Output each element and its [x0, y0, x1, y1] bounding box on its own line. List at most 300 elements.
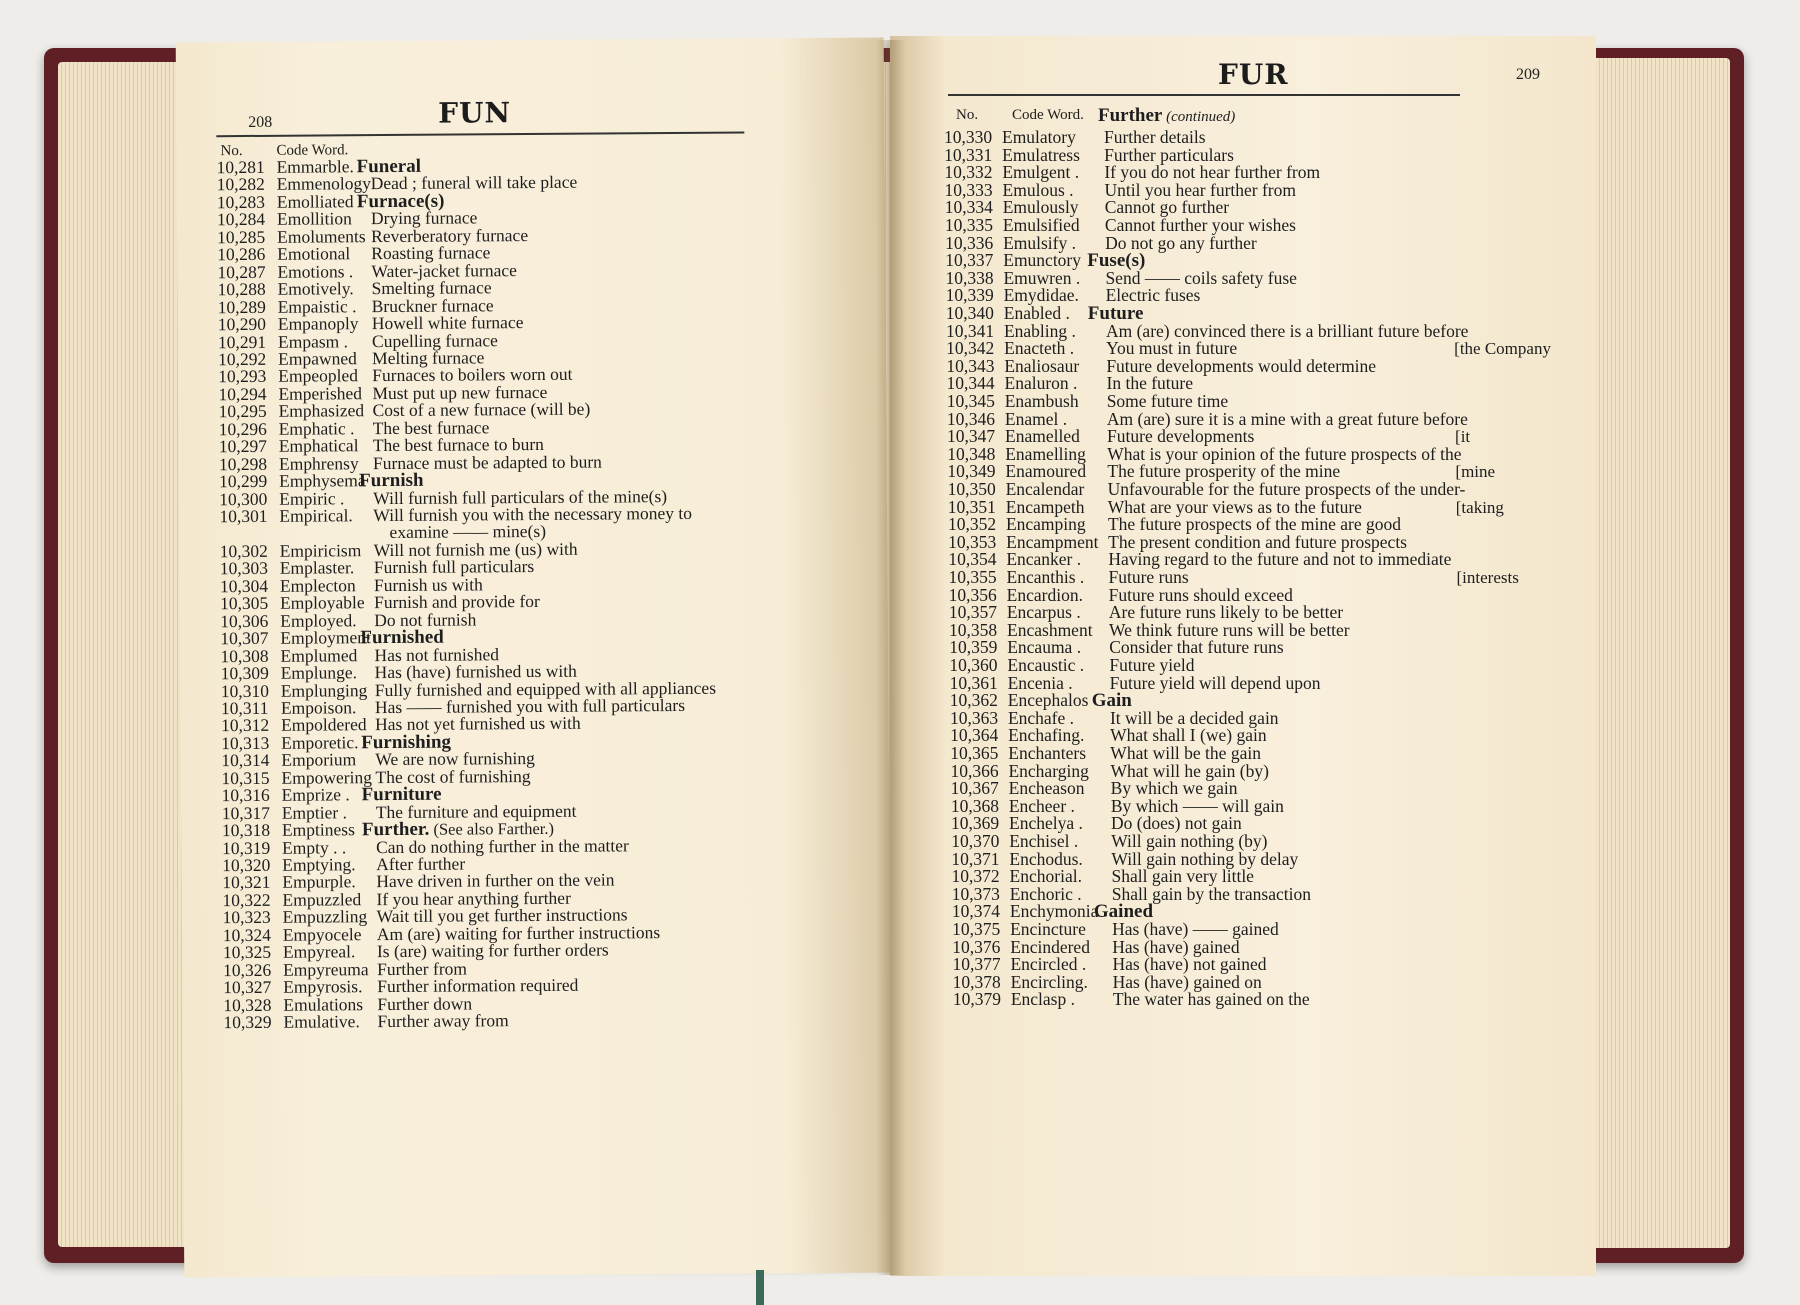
entry-code-word: Emuwren .	[1003, 267, 1081, 288]
entry-meaning: Has (have) not gained	[1112, 954, 1267, 975]
entry-number: 10,315	[221, 767, 270, 788]
entry-meaning: Furnish and provide for	[374, 591, 540, 613]
entry-code-word: Emulatory	[1002, 127, 1076, 147]
entry-code-word: Emulative.	[283, 1011, 360, 1032]
entry-code-word: Emplumed	[280, 644, 358, 666]
entry-code-word: Employed.	[280, 609, 357, 631]
entry-number: 10,296	[218, 418, 267, 439]
entry-code-word: Enclasp .	[1010, 989, 1075, 1010]
entry-meaning: Shall gain very little	[1111, 866, 1254, 887]
entry-number: 10,344	[946, 373, 995, 394]
entry-code-word: Encheer .	[1008, 795, 1075, 816]
entry-meaning: Further information required	[377, 974, 579, 997]
entry-meaning: Send —— coils safety fuse	[1105, 267, 1297, 288]
entry-number: 10,374	[951, 901, 1001, 922]
entry-meaning: Cannot further your wishes	[1104, 215, 1296, 235]
header-rule	[216, 132, 744, 138]
entry-code-word: Emulations	[283, 993, 364, 1015]
entry-number: 10,345	[946, 391, 995, 411]
entry-code-word: Enaluron .	[1004, 373, 1078, 394]
entry-meaning: By which we gain	[1110, 778, 1238, 799]
entry-meaning: Dead ; funeral will take place	[370, 172, 578, 194]
entry-code-word: Encamping	[1005, 514, 1086, 535]
entry-meaning: Future developments	[1107, 426, 1255, 447]
entry-row	[953, 990, 1596, 1009]
entry-code-word: Encashment	[1007, 619, 1093, 640]
entry-heading: Furnishing	[361, 731, 452, 754]
entry-code-word: Enamoured	[1005, 461, 1087, 482]
entry-number: 10,343	[946, 355, 995, 376]
entry-number: 10,306	[220, 610, 269, 631]
entry-code-word: Emmarble.	[276, 156, 354, 177]
entry-note: (See also Farther.)	[429, 818, 555, 839]
entry-code-word: Enchisel .	[1009, 831, 1079, 851]
entry-number: 10,284	[216, 209, 266, 230]
entry-number: 10,340	[945, 303, 994, 323]
entry-code-word: Enamelling	[1005, 443, 1086, 464]
entry-number: 10,325	[222, 942, 272, 963]
entry-code-word: Encephalos	[1007, 690, 1089, 711]
entry-code-word: Emporetic.	[281, 732, 359, 753]
entry-meaning: The cost of furnishing	[375, 765, 531, 787]
entry-number: 10,322	[222, 889, 271, 911]
entry-code-word: Enchafe .	[1007, 707, 1075, 728]
entry-code-word: Encampment	[1006, 531, 1099, 552]
entry-code-word: Emulatress	[1002, 144, 1080, 165]
entry-meaning: Further from	[376, 958, 468, 979]
entry-number: 10,376	[952, 936, 1001, 957]
entry-meaning: Can do nothing further in the matter	[375, 834, 629, 857]
entry-meaning: Further particulars	[1104, 144, 1234, 165]
entry-number: 10,293	[218, 366, 267, 387]
entry-code-word: Empyocele	[282, 924, 362, 945]
entry-number: 10,300	[219, 488, 268, 509]
entry-number: 10,347	[947, 426, 996, 447]
entry-number: 10,314	[221, 750, 270, 771]
entry-code-word: Empanoply	[277, 313, 359, 334]
entry-code-word: Enamel .	[1004, 408, 1068, 429]
entry-number: 10,323	[222, 907, 271, 928]
entry-number: 10,304	[219, 575, 269, 596]
entry-meaning: Having regard to the future and not to immediate	[1108, 549, 1452, 570]
entry-code-word: Emollition	[276, 208, 352, 230]
entry-code-word: Emphasized	[278, 400, 365, 422]
entry-number: 10,364	[950, 725, 999, 746]
entry-meaning: Future developments would determine	[1106, 355, 1377, 376]
entry-meaning: Will gain nothing (by)	[1111, 831, 1268, 851]
entry-number: 10,313	[221, 732, 270, 754]
entry-number: 10,289	[217, 296, 266, 317]
entry-code-word: Emulously	[1002, 197, 1079, 218]
entry-number: 10,305	[220, 593, 269, 614]
entry-number: 10,298	[218, 453, 268, 474]
entry-meaning: Smelting furnace	[371, 277, 492, 299]
entry-number: 10,317	[221, 802, 270, 823]
entry-meaning: Is (are) waiting for further orders	[376, 939, 609, 962]
entry-number: 10,357	[948, 602, 997, 623]
entry-meaning: What is your opinion of the future prospects of the	[1107, 443, 1462, 464]
entry-code-word: Employment	[280, 627, 371, 648]
entry-meaning: In the future	[1106, 373, 1194, 394]
entry-number: 10,303	[219, 558, 269, 579]
entry-meaning: The best furnace to burn	[372, 434, 544, 456]
entry-number: 10,349	[947, 461, 996, 482]
entry-meaning: Do not go any further	[1105, 232, 1257, 253]
entry-meaning: The present condition and future prospects	[1108, 531, 1407, 552]
entry-code-word: Emotional	[277, 243, 351, 265]
entry-number: 10,355	[948, 567, 997, 587]
entry-meaning: Furnish us with	[373, 574, 483, 595]
running-head: FUN	[438, 96, 512, 130]
entry-number: 10,363	[949, 707, 999, 728]
entry-number: 10,350	[947, 479, 996, 499]
entry-meaning: Furnish full particulars	[373, 556, 535, 578]
entry-heading: Furniture	[361, 783, 442, 806]
entry-number: 10,302	[219, 540, 268, 562]
entry-code-word: Encanker .	[1006, 549, 1082, 570]
entry-number: 10,309	[220, 662, 269, 684]
entry-number: 10,299	[219, 470, 268, 492]
entry-meaning: You must in future	[1106, 338, 1238, 359]
entry-code-word: Empurple.	[282, 871, 356, 893]
entry-row	[223, 1008, 892, 1032]
entry-meaning: The future prosperity of the mine	[1107, 461, 1341, 482]
entry-code-word: Encanthis .	[1006, 567, 1085, 587]
entry-number: 10,367	[950, 778, 999, 799]
entry-number: 10,346	[946, 408, 995, 429]
entry-number: 10,370	[951, 831, 1000, 851]
entry-number: 10,331	[944, 144, 993, 165]
col-no-label: No.	[220, 143, 243, 160]
entry-number: 10,327	[223, 976, 272, 998]
entry-meaning: Drying furnace	[370, 207, 478, 229]
entry-code-word: Enabling .	[1003, 320, 1076, 341]
entry-code-word: Empasm .	[277, 330, 349, 352]
entry-number: 10,319	[222, 837, 271, 858]
entry-code-word: Empeopled	[278, 365, 359, 387]
entry-number: 10,351	[947, 496, 996, 517]
entry-number: 10,358	[949, 619, 998, 640]
entry-code-word: Encardion.	[1006, 584, 1083, 605]
entry-meaning: By which —— will gain	[1110, 795, 1284, 816]
entry-meaning: Will furnish full particulars of the mine(s)	[373, 485, 668, 508]
entry-code-word: Enambush	[1004, 391, 1079, 411]
entry-number: 10,332	[944, 162, 993, 183]
entry-code-word: Emprize .	[281, 784, 350, 805]
entry-number: 10,373	[951, 883, 1000, 904]
entry-code-word: Empuzzled	[282, 889, 362, 910]
entry-code-word: Encircling.	[1010, 971, 1088, 992]
entry-meaning: Has (have) gained	[1112, 936, 1240, 957]
entry-number: 10,356	[948, 584, 997, 605]
entry-meaning: Will gain nothing by delay	[1111, 848, 1299, 869]
entry-code-word: Emolliated	[276, 191, 354, 212]
entry-meaning: Has not yet furnished us with	[375, 713, 581, 735]
entry-code-word: Emplunge.	[280, 662, 358, 683]
entry-meaning: Roasting furnace	[371, 242, 491, 264]
entry-meaning: Future runs	[1108, 567, 1189, 587]
entry-number: 10,307	[220, 627, 269, 649]
entry-meaning: Furnaces to boilers worn out	[372, 364, 573, 386]
entry-number: 10,330	[944, 127, 993, 147]
entry-code-word: Emptier .	[281, 801, 347, 823]
entry-meaning: Do not furnish	[374, 609, 477, 630]
entry-meaning: Am (are) convinced there is a brilliant future before	[1105, 320, 1469, 341]
entry-heading: Fuse(s)	[1087, 250, 1146, 272]
entry-meaning: Reverberatory furnace	[371, 224, 529, 246]
entry-bracket-continuation: [mine	[1455, 462, 1496, 482]
entry-meaning: Furnace must be adapted to burn	[372, 451, 602, 473]
entry-number: 10,375	[952, 919, 1001, 939]
entry-number: 10,321	[222, 872, 271, 893]
entry-code-word: Emphatical	[278, 435, 359, 456]
entry-number: 10,353	[948, 531, 997, 552]
entry-meaning: After further	[376, 853, 466, 875]
entry-meaning: Cupelling furnace	[371, 329, 498, 351]
entry-meaning: What are your views as to the future	[1107, 496, 1362, 517]
entry-code-word: Encheason	[1008, 778, 1085, 799]
entry-number: 10,292	[218, 348, 267, 370]
entry-code-word: Empowering	[281, 766, 372, 788]
entry-number: 10,320	[222, 854, 271, 876]
entry-code-word: Enchelya .	[1009, 813, 1083, 834]
entry-code-word: Emphrensy	[278, 452, 359, 474]
entry-meaning: Will not furnish me (us) with	[373, 538, 578, 561]
entry-meaning: Has —— furnished you with full particulars	[374, 694, 686, 718]
entry-code-word: Enamelled	[1005, 426, 1080, 447]
entry-code-word: Encindered	[1010, 936, 1090, 957]
entry-meaning: Will furnish you with the necessary money to	[373, 502, 693, 526]
entry-code-word: Enchodus.	[1009, 848, 1083, 869]
entry-code-word: Empuzzling	[282, 906, 368, 928]
entry-number: 10,316	[221, 785, 270, 806]
entry-number: 10,310	[220, 680, 269, 701]
entry-code-word: Emplecton	[279, 575, 356, 596]
entry-meaning: Further details	[1104, 127, 1206, 147]
entry-number: 10,290	[217, 313, 267, 335]
entry-number: 10,328	[223, 994, 272, 1015]
entry-number: 10,329	[223, 1011, 272, 1033]
entry-meaning: What will he gain (by)	[1110, 760, 1269, 781]
entry-meaning: The best furnace	[372, 417, 490, 438]
entry-meaning: Some future time	[1106, 391, 1229, 411]
entry-number: 10,372	[951, 866, 1000, 887]
entry-number: 10,301	[219, 505, 268, 527]
bookmark-ribbon	[756, 1270, 764, 1305]
entry-code-word: Emperished	[278, 383, 363, 404]
entry-code-word: Empyreuma	[282, 958, 369, 980]
running-head: FUR	[1218, 58, 1289, 91]
entry-number: 10,354	[948, 549, 997, 570]
entry-meaning: Am (are) waiting for further instructions	[376, 921, 661, 944]
entry-code-word: Encampeth	[1005, 496, 1085, 517]
entry-code-word: Encincture	[1010, 919, 1086, 939]
entry-number: 10,333	[944, 179, 993, 200]
section-note: (continued)	[1166, 109, 1236, 125]
entry-code-word: Encaustic .	[1007, 655, 1085, 675]
entry-meaning: Has (have) gained on	[1112, 971, 1262, 992]
entry-code-word: Emmenology	[276, 173, 372, 195]
entry-meaning: Do (does) not gain	[1111, 813, 1242, 834]
entry-number: 10,369	[951, 813, 1000, 834]
entry-meaning: The future prospects of the mine are good	[1107, 514, 1401, 535]
left-page	[176, 38, 893, 1278]
entry-number: 10,348	[947, 443, 996, 464]
entry-number: 10,371	[951, 848, 1000, 869]
entry-meaning: If you do not hear further from	[1104, 162, 1321, 183]
entry-meaning: What shall I (we) gain	[1110, 725, 1267, 746]
entry-code-word: Emporium	[281, 749, 357, 771]
entry-number: 10,281	[216, 156, 265, 178]
entry-number: 10,326	[222, 959, 272, 980]
entry-meaning: It will be a decided gain	[1109, 707, 1279, 728]
entry-meaning: Wait till you get further instructions	[376, 904, 628, 927]
entry-number: 10,294	[218, 383, 267, 405]
entry-meaning: Future yield will depend upon	[1109, 672, 1321, 693]
entry-number: 10,297	[218, 436, 268, 457]
entry-code-word: Enchorial.	[1009, 866, 1082, 887]
section-continued	[1098, 106, 1235, 127]
entry-number: 10,324	[222, 924, 271, 945]
entry-meaning: Bruckner furnace	[371, 294, 494, 316]
entry-number: 10,295	[218, 401, 267, 422]
entry-number: 10,338	[945, 267, 994, 288]
entry-code-word: Empawned	[278, 348, 357, 369]
entry-code-word: Emydidae.	[1003, 285, 1079, 306]
entry-meaning: Melting furnace	[372, 347, 485, 369]
entry-bracket-continuation: [the Company	[1454, 339, 1551, 359]
entry-heading: Furnace(s)	[356, 190, 445, 213]
entry-meaning: Future yield	[1109, 655, 1195, 675]
entry-meaning: Must put up new furnace	[372, 381, 548, 403]
entry-code-word: Encauma .	[1007, 637, 1082, 658]
entry-code-word: Empiric .	[279, 487, 345, 509]
entry-meaning: Howell white furnace	[371, 312, 524, 334]
entry-meaning: The furniture and equipment	[375, 800, 577, 822]
col-code-label: Code Word.	[276, 142, 349, 159]
entry-code-word: Empty . .	[281, 836, 347, 858]
entry-number: 10,362	[949, 690, 998, 711]
entry-number: 10,337	[945, 250, 994, 271]
entry-number: 10,312	[221, 715, 270, 736]
entry-row	[219, 502, 892, 526]
entry-number: 10,360	[949, 655, 998, 675]
entry-code-word: Enaliosaur	[1004, 355, 1080, 376]
entry-number: 10,378	[952, 971, 1001, 992]
entry-heading: Furnish	[359, 469, 424, 492]
entry-meaning: Have driven in further on the vein	[376, 869, 615, 892]
section-word: Further	[1098, 105, 1163, 126]
col-code-label: Code Word.	[1012, 107, 1084, 123]
entry-meaning: Electric fuses	[1105, 285, 1201, 306]
entry-meaning: Cannot go further	[1104, 197, 1230, 218]
entry-meaning: Has (have) furnished us with	[374, 660, 577, 683]
entry-meaning: Unfavourable for the future prospects of the under-	[1107, 479, 1466, 499]
entry-code-word: Emplunging	[280, 679, 368, 701]
entry-meaning: The water has gained on the	[1112, 989, 1310, 1010]
entry-number: 10,361	[949, 672, 998, 693]
entry-meaning: What will be the gain	[1110, 743, 1261, 763]
entry-number: 10,308	[220, 645, 269, 666]
entry-number: 10,366	[950, 760, 999, 781]
entry-code-word: Emulous .	[1002, 179, 1074, 200]
entry-meaning: Has not furnished	[374, 643, 500, 665]
entry-continuation: examine —— mine(s)	[389, 521, 547, 543]
entry-code-word: Emulsified	[1002, 215, 1080, 235]
entry-code-word: Emulsify .	[1003, 232, 1076, 253]
entry-heading: Further.	[361, 818, 430, 841]
entry-code-word: Enchymonia	[1009, 901, 1099, 922]
entry-meaning: Water-jacket furnace	[371, 259, 517, 281]
entry-bracket-continuation: [interests	[1456, 568, 1519, 587]
entry-code-word: Emotions .	[277, 260, 354, 282]
entry-number: 10,334	[944, 197, 993, 218]
entry-code-word: Enacteth .	[1004, 338, 1075, 359]
entry-code-word: Encircled .	[1010, 954, 1087, 975]
entry-number: 10,342	[946, 338, 995, 359]
entry-number: 10,285	[217, 226, 266, 247]
entry-number: 10,282	[216, 174, 265, 195]
entry-heading: Funeral	[356, 155, 422, 178]
entry-code-word: Empyreal.	[282, 941, 356, 963]
entry-code-word: Encarpus .	[1006, 602, 1081, 623]
entry-meaning: Has (have) —— gained	[1112, 919, 1279, 939]
entry-code-word: Employable	[280, 592, 365, 614]
entry-code-word: Emotively.	[277, 278, 354, 299]
entry-code-word: Encalendar	[1005, 479, 1085, 499]
entry-heading: Gained	[1093, 901, 1154, 923]
entry-number: 10,288	[217, 279, 266, 300]
entry-code-word: Enchoric .	[1009, 883, 1082, 904]
entry-code-word: Emunctory	[1003, 250, 1082, 271]
entry-number: 10,359	[949, 637, 998, 658]
entry-number: 10,287	[217, 261, 266, 282]
entry-number: 10,311	[220, 697, 269, 719]
entry-meaning: Fully furnished and equipped with all appliances	[374, 677, 717, 700]
entry-number: 10,339	[945, 285, 994, 306]
entry-meaning: Further away from	[377, 1010, 509, 1032]
entry-number: 10,379	[952, 989, 1001, 1010]
entry-code-word: Empoison.	[280, 697, 357, 718]
entry-meaning: Further down	[377, 993, 473, 1014]
entry-number: 10,336	[945, 232, 994, 253]
entry-number: 10,341	[945, 320, 995, 341]
entry-code-word: Emoluments	[277, 225, 366, 247]
entry-code-word: Empyrosis.	[283, 976, 363, 997]
entry-code-word: Emplaster.	[279, 557, 355, 579]
entry-code-word: Empaistic .	[277, 295, 357, 317]
page-number: 209	[1516, 66, 1540, 83]
entry-number: 10,283	[216, 191, 266, 213]
entry-heading: Future	[1087, 303, 1144, 324]
entry-number: 10,291	[217, 331, 267, 352]
entry-number: 10,365	[950, 743, 999, 763]
entry-meaning: Am (are) sure it is a mine with a great future before	[1106, 408, 1468, 429]
entry-code-word: Enabled .	[1003, 303, 1070, 323]
entry-code-word: Enchafing.	[1008, 725, 1085, 746]
entry-meaning: Future runs should exceed	[1108, 584, 1293, 605]
entry-bracket-continuation: [it	[1455, 427, 1471, 447]
entry-code-word: Emphatic .	[278, 417, 355, 439]
col-no-label: No.	[956, 107, 979, 123]
entry-number: 10,352	[947, 514, 997, 535]
entry-meaning: Consider that future runs	[1109, 637, 1284, 658]
entry-code-word: Empirical.	[279, 505, 353, 526]
entry-bracket-continuation: [taking	[1455, 497, 1504, 517]
right-page	[890, 36, 1596, 1276]
entry-code-word: Empoldered	[281, 714, 367, 736]
entry-code-word: Encharging	[1008, 760, 1089, 781]
